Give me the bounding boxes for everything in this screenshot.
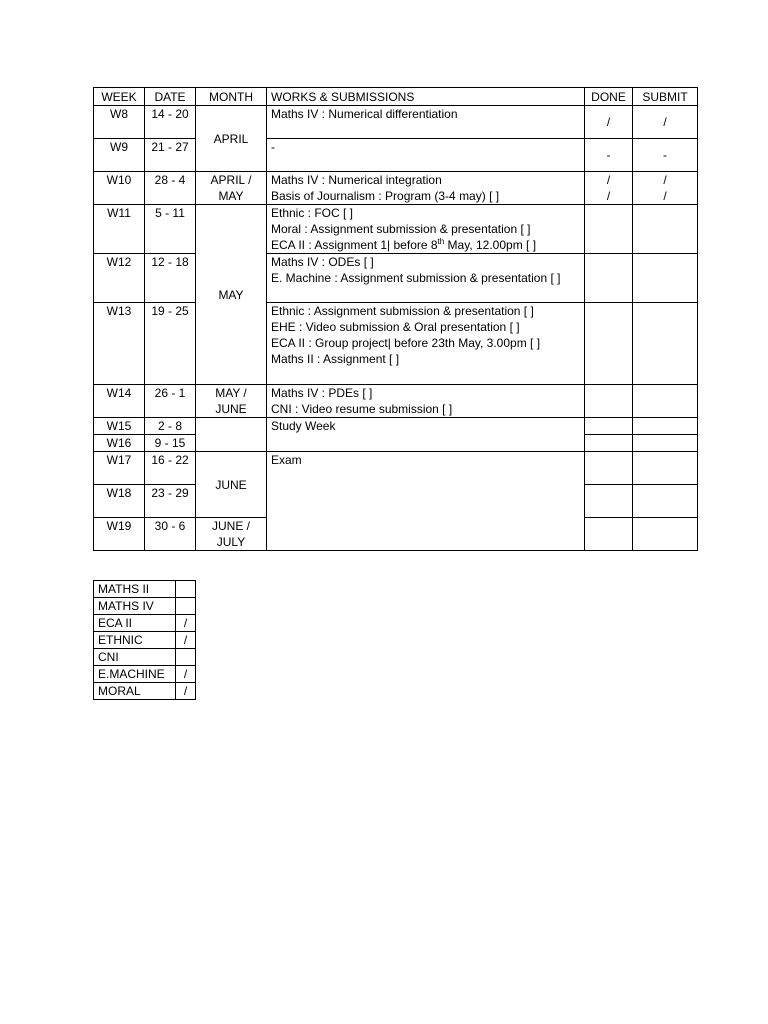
week-cell: W12 [94,254,145,303]
week-cell: W19 [94,518,145,551]
table-row [94,452,698,485]
table-row [94,139,698,172]
date-cell: 5 - 11 [145,205,196,254]
date-cell: 21 - 27 [145,139,196,172]
table-row [94,106,698,139]
work-item: Ethnic : FOC [ ] [271,206,354,220]
month-cell: APRIL / MAY [196,172,267,205]
works-cell [267,385,585,418]
header-works: WORKS & SUBMISSIONS [267,88,585,106]
checklist-row [94,615,196,632]
done-cell: - [585,139,633,172]
work-item: Moral : Assignment submission & presentation [ ] [271,222,531,236]
checklist-row [94,666,196,683]
week-cell: W10 [94,172,145,205]
header-done: DONE [585,88,633,106]
submit-cell [633,172,698,205]
works-cell [267,303,585,385]
subject-checklist-table [93,580,196,700]
done-cell [585,303,633,385]
submit-cell [633,518,698,551]
subject-mark: / [176,615,196,632]
month-cell [196,418,267,452]
submit-cell [633,485,698,518]
done-mark: / [606,189,611,203]
submit-cell [633,303,698,385]
submit-cell [633,435,698,452]
done-mark: / [606,173,611,187]
week-cell: W13 [94,303,145,385]
work-item: Exam [271,453,302,467]
done-cell [585,172,633,205]
date-cell: 2 - 8 [145,418,196,435]
month-cell: APRIL [196,106,267,172]
done-cell [585,452,633,485]
work-item: - [271,140,275,154]
done-cell [585,435,633,452]
date-cell: 9 - 15 [145,435,196,452]
subject-mark: / [176,683,196,700]
subject-name: ECA II [94,615,176,632]
month-cell: JUNE [196,452,267,518]
work-item: CNI : Video resume submission [ ] [271,402,453,416]
week-cell: W14 [94,385,145,418]
work-item: Maths II : Assignment [ ] [271,352,400,366]
done-cell [585,254,633,303]
done-cell [585,385,633,418]
subject-name: ETHNIC [94,632,176,649]
works-cell [267,418,585,452]
table-row [94,205,698,254]
header-submit: SUBMIT [633,88,698,106]
table-row [94,418,698,435]
work-item: ECA II : Assignment 1| before 8th May, 12.00pm [ ] [271,237,537,252]
works-cell [267,172,585,205]
date-cell: 12 - 18 [145,254,196,303]
subject-name: MATHS II [94,581,176,598]
date-cell: 14 - 20 [145,106,196,139]
header-week: WEEK [94,88,145,106]
submit-cell: - [633,139,698,172]
table-row [94,254,698,303]
work-item: Maths IV : Numerical integration [271,173,442,187]
work-item: ECA II : Group project| before 23th May, 3.00pm [ ] [271,336,541,350]
submit-cell [633,254,698,303]
submit-cell: / [633,106,698,139]
done-cell [585,485,633,518]
subject-name: E.MACHINE [94,666,176,683]
submit-cell [633,205,698,254]
table-row [94,303,698,385]
works-cell [267,254,585,303]
done-cell [585,518,633,551]
work-item: E. Machine : Assignment submission & presentation [ ] [271,271,561,285]
checklist-row [94,649,196,666]
works-cell [267,452,585,551]
week-cell: W11 [94,205,145,254]
header-row [94,88,698,106]
month-cell: MAY / JUNE [196,385,267,418]
week-cell: W8 [94,106,145,139]
done-cell: / [585,106,633,139]
schedule-table [93,87,698,551]
work-item: Study Week [271,419,336,433]
done-cell [585,205,633,254]
date-cell: 28 - 4 [145,172,196,205]
subject-mark: / [176,632,196,649]
work-item: Maths IV : Numerical differentiation [271,107,458,121]
month-cell: MAY [196,205,267,385]
week-cell: W18 [94,485,145,518]
works-cell [267,106,585,139]
submit-mark: / [663,173,667,187]
table-row [94,385,698,418]
subject-mark [176,581,196,598]
work-item: Maths IV : PDEs [ ] [271,386,373,400]
work-item: Basis of Journalism : Program (3-4 may) [ ] [271,189,500,203]
submit-mark: / [663,189,667,203]
header-month: MONTH [196,88,267,106]
date-cell: 16 - 22 [145,452,196,485]
subject-name: MATHS IV [94,598,176,615]
subject-mark: / [176,666,196,683]
date-cell: 30 - 6 [145,518,196,551]
table-row [94,172,698,205]
works-cell [267,205,585,254]
subject-mark [176,649,196,666]
work-item: Ethnic : Assignment submission & presentation [ ] [271,304,534,318]
date-cell: 19 - 25 [145,303,196,385]
submit-cell [633,385,698,418]
submit-cell [633,418,698,435]
subject-name: MORAL [94,683,176,700]
week-cell: W17 [94,452,145,485]
checklist-row [94,598,196,615]
month-cell: JUNE / JULY [196,518,267,551]
header-date: DATE [145,88,196,106]
work-item: Maths IV : ODEs [ ] [271,255,374,269]
subject-name: CNI [94,649,176,666]
checklist-row [94,683,196,700]
checklist-row [94,632,196,649]
subject-mark [176,598,196,615]
week-cell: W9 [94,139,145,172]
week-cell: W15 [94,418,145,435]
done-cell [585,418,633,435]
date-cell: 23 - 29 [145,485,196,518]
work-item: EHE : Video submission & Oral presentation [ ] [271,320,520,334]
week-cell: W16 [94,435,145,452]
works-cell [267,139,585,172]
checklist-row [94,581,196,598]
date-cell: 26 - 1 [145,385,196,418]
submit-cell [633,452,698,485]
